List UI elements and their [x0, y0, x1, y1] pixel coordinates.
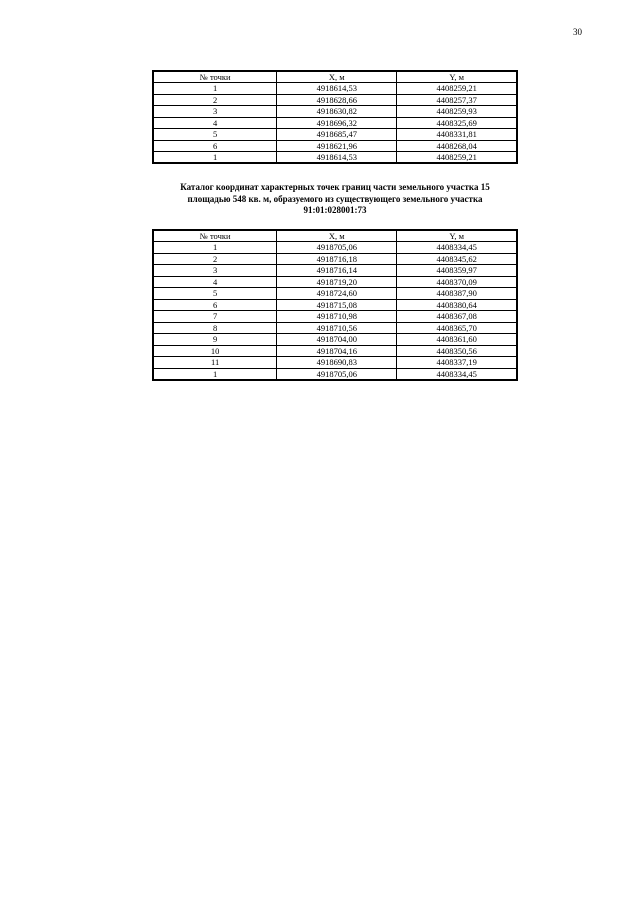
x-coordinate-cell: 4918710,98 [277, 311, 397, 323]
point-number-cell: 11 [153, 357, 277, 369]
table-header-row [153, 230, 517, 242]
y-coordinate-cell: 4408365,70 [397, 322, 517, 334]
x-coordinate-cell: 4918705,06 [277, 368, 397, 380]
x-coordinate-cell: 4918715,08 [277, 299, 397, 311]
x-coordinate-cell: 4918710,56 [277, 322, 397, 334]
x-coordinate-cell: 4918614,53 [277, 83, 397, 95]
y-coordinate-cell: 4408361,60 [397, 334, 517, 346]
y-coordinate-cell: 4408331,81 [397, 129, 517, 141]
x-coordinate-cell: 4918716,14 [277, 265, 397, 277]
y-coordinate-cell: 4408380,64 [397, 299, 517, 311]
y-coordinate-cell: 4408325,69 [397, 117, 517, 129]
y-coordinate-cell: 4408350,56 [397, 345, 517, 357]
point-number-cell: 1 [153, 152, 277, 164]
table-row [153, 242, 517, 254]
x-coordinate-cell: 4918716,18 [277, 253, 397, 265]
table-row [153, 117, 517, 129]
x-coordinate-cell: 4918690,83 [277, 357, 397, 369]
caption-line: 91:01:028001:73 [303, 205, 367, 215]
table-row [153, 311, 517, 323]
point-number-cell: 1 [153, 83, 277, 95]
column-header-y: Y, м [397, 71, 517, 83]
column-header-point: № точки [153, 71, 277, 83]
table-row [153, 106, 517, 118]
table-row [153, 322, 517, 334]
point-number-cell: 6 [153, 140, 277, 152]
column-header-point: № точки [153, 230, 277, 242]
y-coordinate-cell: 4408337,19 [397, 357, 517, 369]
column-header-x: X, м [277, 71, 397, 83]
x-coordinate-cell: 4918704,16 [277, 345, 397, 357]
x-coordinate-cell: 4918614,53 [277, 152, 397, 164]
x-coordinate-cell: 4918630,82 [277, 106, 397, 118]
y-coordinate-cell: 4408345,62 [397, 253, 517, 265]
table-row [153, 253, 517, 265]
point-number-cell: 3 [153, 265, 277, 277]
point-number-cell: 2 [153, 253, 277, 265]
caption-line: площадью 548 кв. м, образуемого из существующего земельного участка [187, 193, 483, 204]
x-coordinate-cell: 4918685,47 [277, 129, 397, 141]
y-coordinate-cell: 4408367,08 [397, 311, 517, 323]
point-number-cell: 5 [153, 129, 277, 141]
point-number-cell: 2 [153, 94, 277, 106]
point-number-cell: 10 [153, 345, 277, 357]
coordinates-table-1 [152, 70, 518, 164]
table-row [153, 276, 517, 288]
table-row [153, 140, 517, 152]
table-row [153, 334, 517, 346]
table-row [153, 129, 517, 141]
table-row [153, 299, 517, 311]
point-number-cell: 3 [153, 106, 277, 118]
point-number-cell: 4 [153, 117, 277, 129]
coordinates-table-2 [152, 229, 518, 381]
point-number-cell: 8 [153, 322, 277, 334]
page-number: 30 [573, 27, 582, 37]
column-header-y: Y, м [397, 230, 517, 242]
point-number-cell: 7 [153, 311, 277, 323]
y-coordinate-cell: 4408370,09 [397, 276, 517, 288]
table-body [153, 242, 517, 380]
y-coordinate-cell: 4408268,04 [397, 140, 517, 152]
x-coordinate-cell: 4918621,96 [277, 140, 397, 152]
point-number-cell: 1 [153, 368, 277, 380]
x-coordinate-cell: 4918705,06 [277, 242, 397, 254]
table-header-row [153, 71, 517, 83]
caption-line: Каталог координат характерных точек границ части земельного участка 15 [180, 182, 490, 192]
table-row [153, 288, 517, 300]
y-coordinate-cell: 4408359,97 [397, 265, 517, 277]
table-body [153, 83, 517, 164]
y-coordinate-cell: 4408334,45 [397, 242, 517, 254]
point-number-cell: 4 [153, 276, 277, 288]
x-coordinate-cell: 4918628,66 [277, 94, 397, 106]
y-coordinate-cell: 4408387,90 [397, 288, 517, 300]
table-row [153, 152, 517, 164]
point-number-cell: 1 [153, 242, 277, 254]
x-coordinate-cell: 4918719,20 [277, 276, 397, 288]
x-coordinate-cell: 4918704,00 [277, 334, 397, 346]
y-coordinate-cell: 4408257,37 [397, 94, 517, 106]
point-number-cell: 9 [153, 334, 277, 346]
y-coordinate-cell: 4408259,21 [397, 152, 517, 164]
y-coordinate-cell: 4408259,93 [397, 106, 517, 118]
y-coordinate-cell: 4408334,45 [397, 368, 517, 380]
table-row [153, 265, 517, 277]
table-row [153, 368, 517, 380]
x-coordinate-cell: 4918724,60 [277, 288, 397, 300]
table-row [153, 94, 517, 106]
table-row [153, 345, 517, 357]
point-number-cell: 5 [153, 288, 277, 300]
column-header-x: X, м [277, 230, 397, 242]
point-number-cell: 6 [153, 299, 277, 311]
table-caption [140, 182, 530, 217]
x-coordinate-cell: 4918696,32 [277, 117, 397, 129]
table-row [153, 357, 517, 369]
y-coordinate-cell: 4408259,21 [397, 83, 517, 95]
table-row [153, 83, 517, 95]
